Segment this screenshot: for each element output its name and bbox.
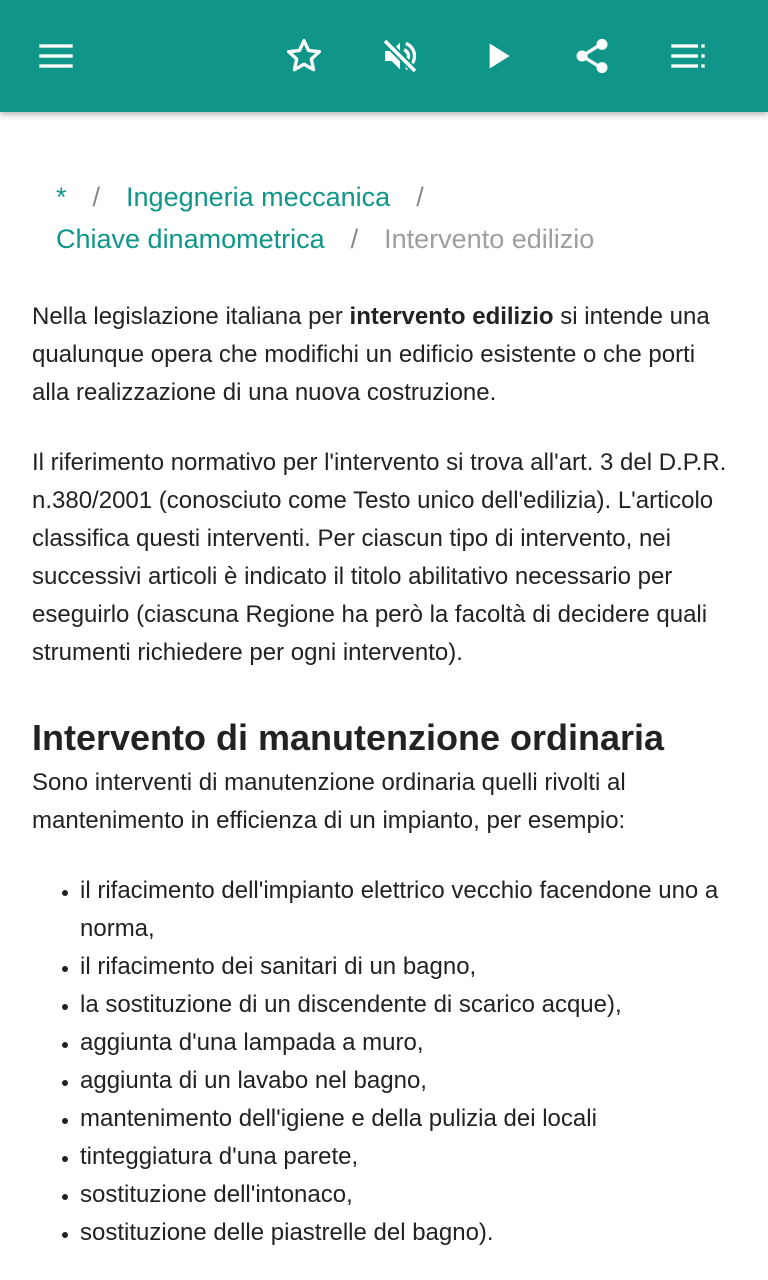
article-body bbox=[32, 298, 732, 1252]
examples-list bbox=[32, 872, 732, 1252]
breadcrumb-item-ingegneria-meccanica[interactable]: Ingegneria meccanica bbox=[126, 182, 391, 212]
list-item: • il rifacimento dell'impianto elettrico vecchio facendone uno a norma, bbox=[80, 872, 732, 948]
share-icon bbox=[572, 36, 612, 76]
breadcrumb-separator: / bbox=[416, 182, 424, 212]
list-icon bbox=[668, 36, 708, 76]
list-item: • aggiunta di un lavabo nel bagno, bbox=[80, 1062, 732, 1100]
intro-bold-term: intervento edilizio bbox=[349, 303, 554, 330]
menu-icon bbox=[36, 36, 76, 76]
star-outline-icon bbox=[284, 36, 324, 76]
section-intro: Sono interventi di manutenzione ordinaria quelli rivolti al mantenimento in efficienza di un impianto, per esempio: bbox=[32, 769, 626, 834]
list-item: • la sostituzione di un discendente di scarico acque), bbox=[80, 986, 732, 1024]
list-item: • sostituzione delle piastrelle del bagno). bbox=[80, 1214, 732, 1252]
breadcrumb-separator: / bbox=[350, 224, 359, 254]
play-icon bbox=[478, 36, 518, 76]
app-toolbar bbox=[0, 0, 768, 112]
list-item: • aggiunta d'una lampada a muro, bbox=[80, 1024, 732, 1062]
breadcrumb-separator: / bbox=[92, 182, 101, 212]
intro-text-after: si intende una qualunque opera che modifichi un edificio esistente o che porti alla realizzazione di una nuova costruzione. bbox=[32, 303, 710, 406]
play-button[interactable] bbox=[470, 28, 526, 84]
article-scroll-area[interactable] bbox=[0, 112, 768, 1280]
favorite-button[interactable] bbox=[276, 28, 332, 84]
breadcrumb bbox=[56, 176, 736, 260]
normative-paragraph: Il riferimento normativo per l'intervento si trova all'art. 3 del D.P.R. n.380/2001 (conosciuto come Testo unico dell'edilizia). L'articolo classifica questi interventi. Per ciascun tipo di intervento, nei successivi articoli è indicato il titolo abilitativo necessario per eseguirlo (ciascuna Regione ha però la facoltà di decidere quali strumenti richiedere per ogni intervento). bbox=[32, 449, 727, 666]
intro-paragraph bbox=[32, 298, 732, 412]
share-button[interactable] bbox=[564, 28, 620, 84]
breadcrumb-current: Intervento edilizio bbox=[384, 224, 595, 254]
contents-button[interactable] bbox=[660, 28, 716, 84]
breadcrumb-item-chiave-dinamometrica[interactable]: Chiave dinamometrica bbox=[56, 224, 325, 254]
list-item: • il rifacimento dei sanitari di un bagno, bbox=[80, 948, 732, 986]
intro-text-before: Nella legislazione italiana per bbox=[32, 303, 350, 330]
list-item: • mantenimento dell'igiene e della pulizia dei locali bbox=[80, 1100, 732, 1138]
menu-button[interactable] bbox=[28, 28, 84, 84]
section-heading: Intervento di manutenzione ordinaria bbox=[32, 717, 665, 758]
volume-off-icon bbox=[380, 36, 420, 76]
list-item: • tinteggiatura d'una parete, bbox=[80, 1138, 732, 1176]
breadcrumb-item-root[interactable]: * bbox=[56, 182, 67, 212]
list-item: • sostituzione dell'intonaco, bbox=[80, 1176, 732, 1214]
mute-button[interactable] bbox=[372, 28, 428, 84]
